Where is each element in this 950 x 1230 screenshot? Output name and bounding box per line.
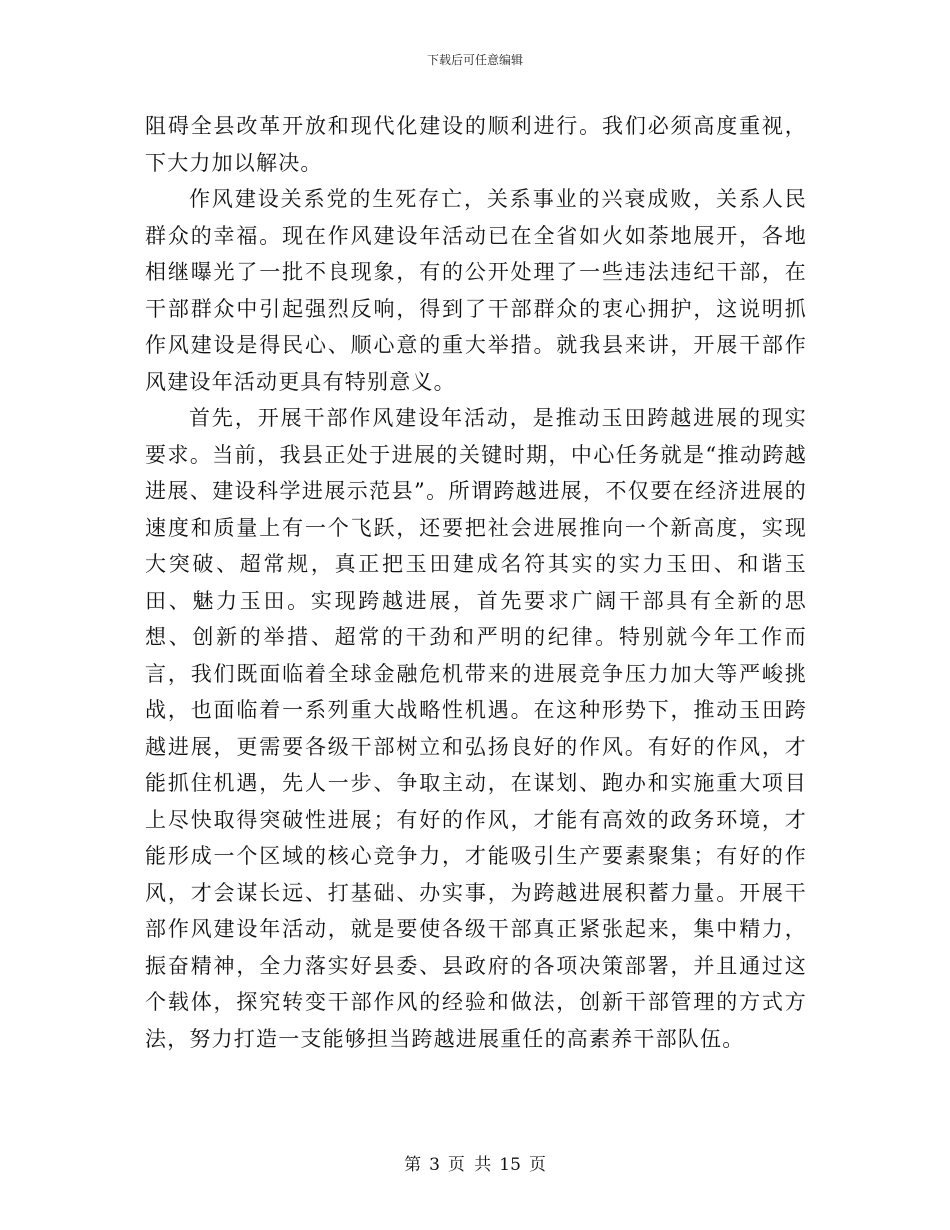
paragraph-first-point: 首先，开展干部作风建设年活动，是推动玉田跨越进展的现实要求。当前，我县正处于进展的关键时期，中心任务就是“推动跨越进展、建设科学进展示范县”。所谓跨越进展，不仅要在经济进展的速度和质量上有一个飞跃，还要把社会进展推向一个新高度，实现大突破、超常规，真正把玉田建成名符其实的实力玉田、和谐玉田、魅力玉田。实现跨越进展，首先要求广阔干部具有全新的思想、创新的举措、超常的干劲和严明的纪律。特别就今年工作而言，我们既面临着全球金融危机带来的进展竞争压力加大等严峻挑战，也面临着一系列重大战略性机遇。在这种形势下，推动玉田跨越进展，更需要各级干部树立和弘扬良好的作风。有好的作风，才能抓住机遇，先人一步、争取主动，在谋划、跑办和实施重大项目上尽快取得突破性进展；有好的作风，才能有高效的政务环境，才能形成一个区域的核心竞争力，才能吸引生产要素聚集；有好的作风，才会谋长远、打基础、办实事，为跨越进展积蓄力量。开展干部作风建设年活动，就是要使各级干部真正紧张起来，集中精力，振奋精神，全力落实好县委、县政府的各项决策部署，并且通过这个载体，探究转变干部作风的经验和做法，创新干部管理的方式方法，努力打造一支能够担当跨越进展重任的高素养干部队伍。 <box>145 406 807 1051</box>
footer-middle: 页 共 <box>447 1155 492 1175</box>
page-footer <box>0 1154 950 1176</box>
footer-prefix: 第 <box>404 1155 422 1175</box>
footer-page-number: 3 <box>429 1155 440 1175</box>
paragraph-style-importance: 作风建设关系党的生死存亡，关系事业的兴衰成败，关系人民群众的幸福。现在作风建设年活动已在全省如火如荼地展开，各地相继曝光了一批不良现象，有的公开处理了一些违法违纪干部，在干部群众中引起强烈反响，得到了干部群众的衷心拥护，这说明抓作风建设是得民心、顺心意的重大举措。就我县来讲，开展干部作风建设年活动更具有特别意义。 <box>145 187 807 394</box>
footer-suffix: 页 <box>528 1155 546 1175</box>
paragraph-continuation: 阻碍全县改革开放和现代化建设的顺利进行。我们必须高度重视，下大力加以解决。 <box>145 114 807 175</box>
page-header-note: 下载后可任意编辑 <box>426 53 523 67</box>
document-body <box>145 108 807 1057</box>
footer-total-pages: 15 <box>499 1155 521 1175</box>
